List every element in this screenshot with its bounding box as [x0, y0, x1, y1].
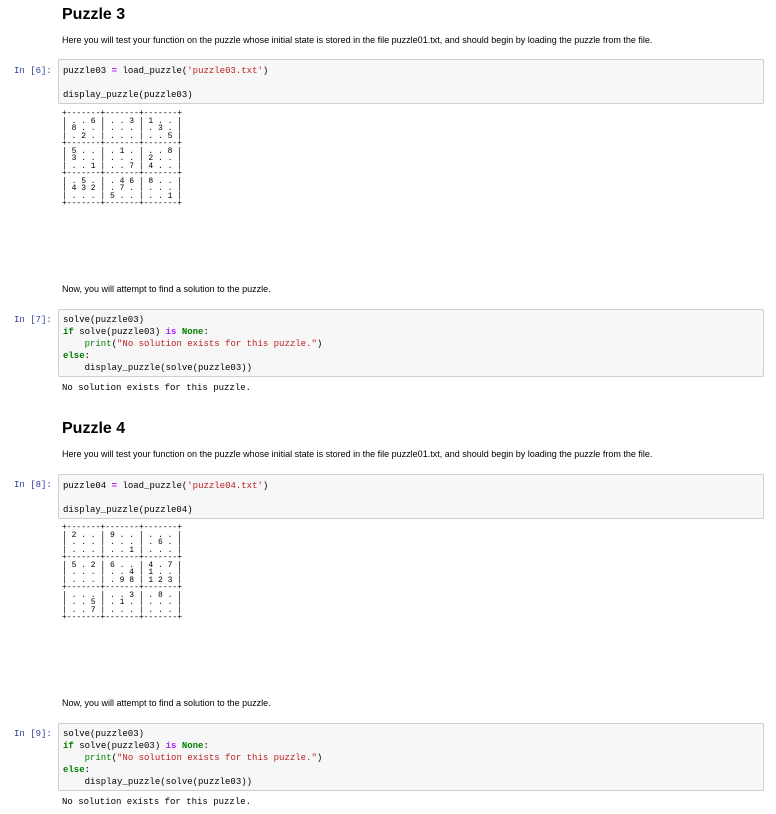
- grid-line: +-------+-------+-------+: [62, 199, 183, 208]
- code-line: solve(puzzle03) if solve(puzzle03) is None: print("No solution exists for this puzzle.") else: display_puzzle(solve(puzzle03)): [63, 729, 323, 787]
- grid-line: | 2 . . | 9 . . | . . . |: [62, 530, 183, 540]
- grid-line: +-------+-------+-------+: [62, 523, 183, 532]
- grid-line: | . . . | 5 . . | . . 1 |: [62, 191, 183, 201]
- grid-line: +-------+-------+-------+: [62, 169, 183, 178]
- grid-line: | . . . | . . . | . 6 . |: [62, 538, 183, 547]
- grid-line: | . . . | . . 1 | . . . |: [62, 545, 183, 555]
- grid-line: +-------+-------+-------+: [62, 583, 183, 592]
- load-code-cell[interactable]: [58, 474, 764, 519]
- grid-line: | . . 1 | . . 7 | 4 . . |: [62, 161, 183, 171]
- solve-code-cell[interactable]: [58, 723, 764, 791]
- load-code-cell[interactable]: [58, 59, 764, 104]
- grid-line: +-------+-------+-------+: [62, 553, 183, 562]
- grid-line: | 5 . 2 | 6 . . | 4 . 7 |: [62, 560, 183, 570]
- code-line: puzzle03 = load_puzzle('puzzle03.txt'): [63, 66, 269, 76]
- grid-line: | . 2 . | . . . | . . 5 |: [62, 131, 183, 141]
- grid-line: | . . 7 | . . . | . . . |: [62, 605, 183, 615]
- grid-line: | . . . | . 9 8 | 1 2 3 |: [62, 575, 183, 585]
- section-heading-puzzle-4: Puzzle 4: [62, 420, 126, 437]
- puzzle-grid-output: [62, 110, 182, 208]
- cell-prompt: In [7]:: [14, 315, 52, 325]
- intro-text: Here you will test your function on the puzzle whose initial state is stored in the file puzzle01.txt, and should begin by loading the puzzle from the file.: [62, 449, 653, 459]
- section-heading-puzzle-3: Puzzle 3: [62, 6, 126, 23]
- code-line: display_puzzle(puzzle04): [63, 505, 193, 515]
- grid-line: | . . . | . . 3 | . 8 . |: [62, 590, 183, 600]
- solve-output: No solution exists for this puzzle.: [62, 797, 252, 807]
- cell-prompt: In [9]:: [14, 729, 52, 739]
- grid-line: | 3 . . | . . . | 2 . . |: [62, 154, 183, 163]
- solve-code-cell[interactable]: [58, 309, 764, 377]
- solve-output: No solution exists for this puzzle.: [62, 383, 252, 393]
- attempt-text: Now, you will attempt to find a solution to the puzzle.: [62, 284, 271, 294]
- grid-line: | . . . | . . 4 | 1 . . |: [62, 568, 183, 577]
- grid-line: +-------+-------+-------+: [62, 109, 183, 118]
- attempt-text: Now, you will attempt to find a solution to the puzzle.: [62, 698, 271, 708]
- grid-line: | . 5 . | . 4 6 | 8 . . |: [62, 176, 183, 186]
- grid-line: | . . 6 | . . 3 | 1 . . |: [62, 116, 183, 126]
- grid-line: | . . 5 | . 1 . | . . . |: [62, 598, 183, 607]
- puzzle-grid-output: [62, 524, 182, 622]
- grid-line: +-------+-------+-------+: [62, 613, 183, 622]
- code-line: puzzle04 = load_puzzle('puzzle04.txt'): [63, 481, 269, 491]
- code-line: solve(puzzle03) if solve(puzzle03) is None: print("No solution exists for this puzzle.") else: display_puzzle(solve(puzzle03)): [63, 315, 323, 373]
- grid-line: | 8 . . | . . . | . 3 . |: [62, 124, 183, 133]
- grid-line: +-------+-------+-------+: [62, 139, 183, 148]
- grid-line: | 5 . . | . 1 . | . . 8 |: [62, 146, 183, 156]
- code-line: display_puzzle(puzzle03): [63, 90, 193, 100]
- intro-text: Here you will test your function on the puzzle whose initial state is stored in the file puzzle01.txt, and should begin by loading the puzzle from the file.: [62, 35, 653, 45]
- cell-prompt: In [8]:: [14, 480, 52, 490]
- grid-line: | 4 3 2 | . 7 . | . . . |: [62, 184, 183, 193]
- cell-prompt: In [6]:: [14, 66, 52, 76]
